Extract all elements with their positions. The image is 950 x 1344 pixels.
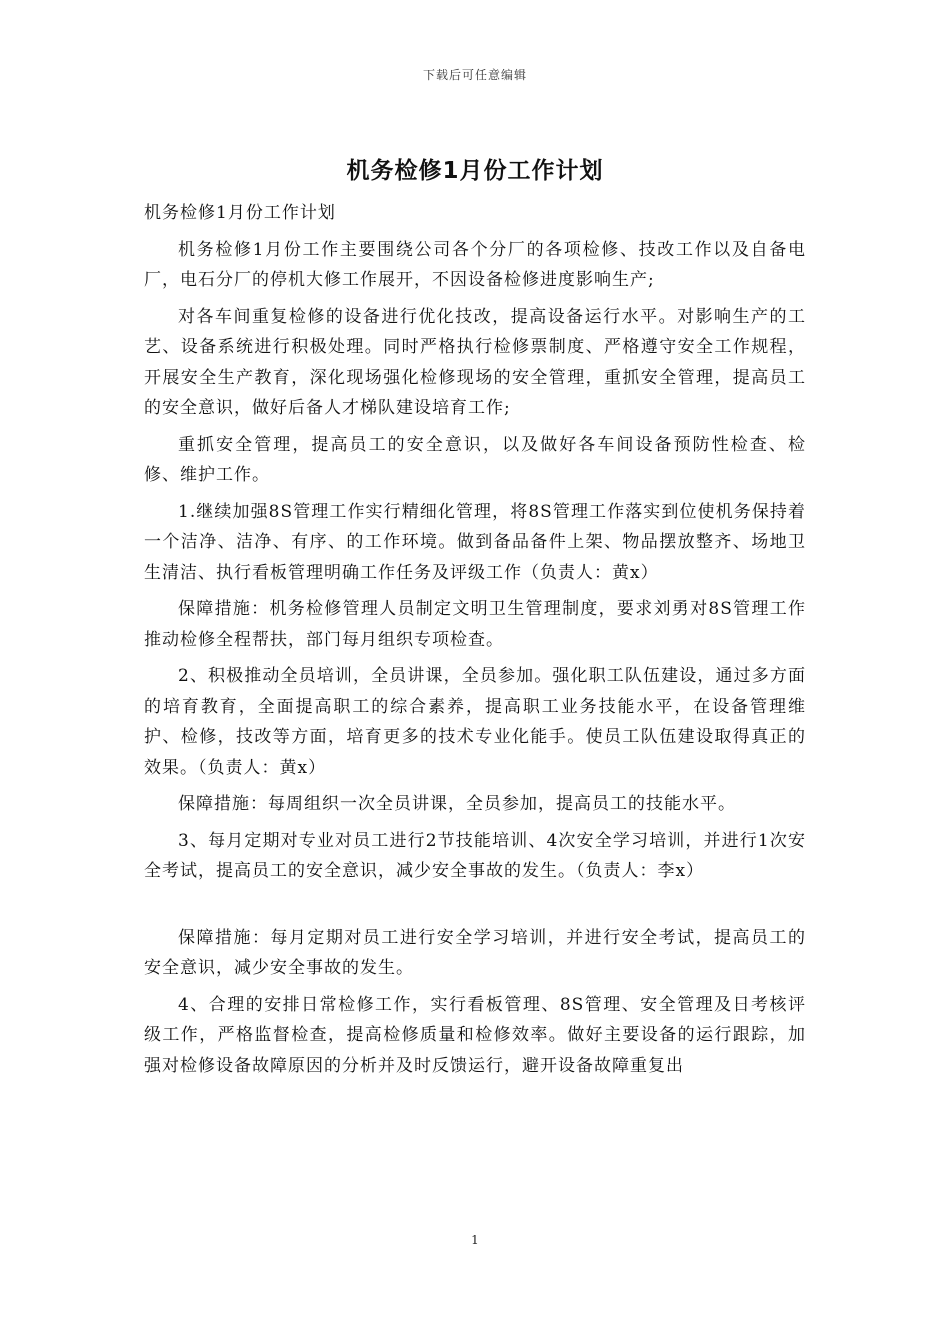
paragraph-item-4: 4、合理的安排日常检修工作，实行看板管理、8S管理、安全管理及日考核评级工作，严格监督检查，提高检修质量和检修效率。做好主要设备的运行跟踪，加强对检修设备故障原因的分析并及时反馈运行，避开设备故障重复出 — [144, 994, 806, 1076]
paragraph-item-1: 1.继续加强8S管理工作实行精细化管理，将8S管理工作落实到位使机务保持着一个洁净、洁净、有序、的工作环境。做到备品备件上架、物品摆放整齐、场地卫生清洁、执行看板管理明确工作任务及评级工作（负责人：黄x） — [144, 501, 806, 583]
document-title: 机务检修1月份工作计划 — [346, 158, 604, 184]
paragraph-measure-2: 保障措施：每周组织一次全员讲课，全员参加，提高员工的技能水平。 — [178, 794, 736, 814]
paragraph-optimization: 对各车间重复检修的设备进行优化技改，提高设备运行水平。对影响生产的工艺、设备系统进行积极处理。同时严格执行检修票制度、严格遵守安全工作规程，开展安全生产教育，深化现场强化检修现场的安全管理，重抓安全管理，提高员工的安全意识，做好后备人才梯队建设培育工作; — [144, 306, 806, 418]
paragraph-item-3: 3、每月定期对专业对员工进行2节技能培训、4次安全学习培训，并进行1次安全考试，提高员工的安全意识，减少安全事故的发生。（负责人：李x） — [144, 830, 806, 881]
page-number: 1 — [471, 1233, 479, 1247]
paragraph-measure-1: 保障措施：机务检修管理人员制定文明卫生管理制度，要求刘勇对8S管理工作推动检修全程帮扶，部门每月组织专项检查。 — [144, 599, 806, 650]
paragraph-item-2: 2、积极推动全员培训，全员讲课，全员参加。强化职工队伍建设，通过多方面的培育教育，全面提高职工的综合素养，提高职工业务技能水平，在设备管理维护、检修，技改等方面，培育更多的技术专业化能手。使员工队伍建设取得真正的效果。（负责人：黄x） — [144, 666, 806, 778]
paragraph-measure-3: 保障措施：每月定期对员工进行安全学习培训，并进行安全考试，提高员工的安全意识，减少安全事故的发生。 — [144, 927, 806, 978]
document-body — [144, 198, 806, 1081]
page-header-note: 下载后可任意编辑 — [422, 68, 527, 82]
document-subtitle: 机务检修1月份工作计划 — [144, 203, 336, 223]
paragraph-intro: 机务检修1月份工作主要围绕公司各个分厂的各项检修、技改工作以及自备电厂，电石分厂的停机大修工作展开，不因设备检修进度影响生产; — [144, 239, 806, 290]
paragraph-safety-focus: 重抓安全管理，提高员工的安全意识，以及做好各车间设备预防性检查、检修、维护工作。 — [144, 434, 806, 485]
